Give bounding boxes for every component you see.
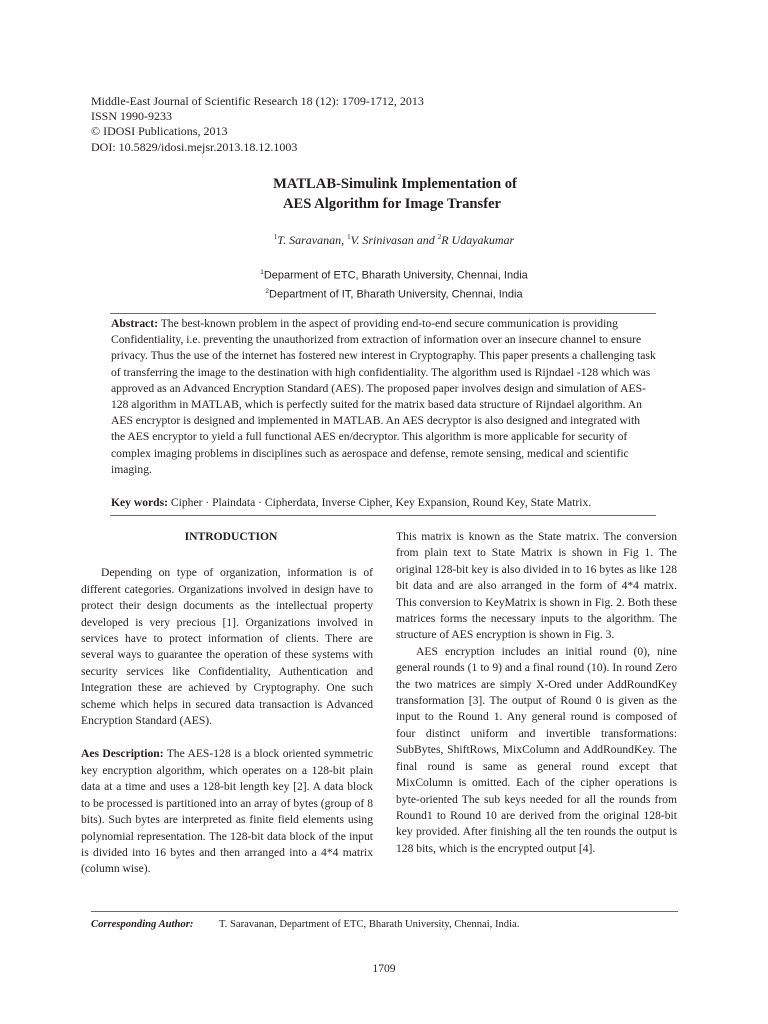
right-column	[396, 529, 677, 857]
author-2-affil-mark: 1	[347, 233, 351, 241]
aes-description-paragraph	[81, 746, 373, 877]
paper-title	[0, 174, 768, 214]
journal-issn: ISSN 1990-9233	[91, 109, 173, 124]
keywords	[111, 495, 671, 511]
abstract-text: The best-known problem in the aspect of providing end-to-end secure communication is providing Confidentiality, i.e. preventing the unauthorized from extraction of information over an insecure channel to ensure privacy. Thus the use of the internet has fostered new interest in Cryptography. This paper presents a challenging task of transferring the image to the destination with high confidentiality. The algorithm used is Rijndael -128 which was approved as an Advanced Encryption Standard (AES). The proposed paper involves design and simulation of AES-128 algorithm in MATLAB, which is perfectly suited for the matrix based data structure of Rijndael algorithm. An AES encryptor is designed and implemented in MATLAB. An AES decryptor is also designed and integrated with the AES encryptor to yield a full functional AES en/decryptor. This algorithm is more applicable for security of complex imaging problems in disciplines such as aerospace and defense, remote sensing, medical and scientific imaging.	[111, 317, 656, 476]
title-line-1: MATLAB-Simulink Implementation of	[273, 176, 517, 192]
journal-copyright: © IDOSI Publications, 2013	[91, 124, 228, 139]
affiliations	[0, 265, 768, 304]
affiliation-1-text: Deparment of ETC, Bharath University, Chennai, India	[263, 269, 528, 282]
section-heading-introduction: INTRODUCTION	[184, 530, 278, 543]
affiliation-2-text: Department of IT, Bharath University, Chennai, India	[269, 288, 523, 301]
author-list	[0, 229, 768, 248]
footnote-rule	[91, 911, 678, 912]
journal-info	[91, 94, 424, 155]
state-matrix-paragraph: This matrix is known as the State matrix. The conversion from plain text to State Matrix is shown in Fig 1. The original 128-bit key is also divided in to 16 bytes as like 128 bit data and are also arranged in the form of 4*4 matrix. This conversion to KeyMatrix is shown in Fig. 2. Both these matrices forms the necessary inputs to the algorithm. The structure of AES encryption is shown in Fig. 3.	[396, 530, 677, 642]
abstract-top-rule	[110, 313, 656, 314]
abstract-label: Abstract:	[111, 317, 159, 330]
intro-paragraph: Depending on type of organization, information is of different categories. Organizations involved in design have to protect their design documents as the intellectual property developed is very precious [1]. Organizations involved in services have to protect information of clients. There are several ways to guarantee the operation of these systems with security services like Confidentiality, Authentication and Integration these are achieved by Cryptography. One such scheme which helps in secured data transaction is Advanced Encryption Standard (AES).	[81, 566, 373, 728]
aes-rounds-paragraph: AES encryption includes an initial round (0), nine general rounds (1 to 9) and a final round (10). In round Zero the two matrices are simply X-Ored under AddRoundKey transformation [3]. The output of Round 0 is given as the input to the Round 1. Any general round is composed of four distinct uniform and invertible transformations: SubBytes, ShiftRows, MixColumn and AddRoundKey. The final round is same as general round except that MixColumn is omitted. Each of the cipher operations is byte-oriented The sub keys needed for all the rounds from Round1 to Round 10 are derived from the original 128-bit key provided. After finishing all the ten rounds the output is 128 bits, which is the encrypted output [4].	[396, 644, 677, 855]
left-column	[81, 529, 373, 878]
affiliation-1-mark: 1	[260, 269, 264, 276]
keywords-label: Key words:	[111, 496, 168, 509]
author-1-affil-mark: 1	[273, 233, 278, 241]
author-1: T. Saravanan,	[277, 233, 348, 247]
aes-description-lead: Aes Description:	[81, 747, 164, 761]
journal-citation: Middle-East Journal of Scientific Research 18 (12): 1709-1712, 2013	[91, 94, 424, 108]
abstract	[111, 316, 657, 478]
author-2: V. Srinivasan and	[350, 233, 438, 247]
affiliation-1	[20, 265, 768, 284]
title-line-2: AES Algorithm for Image Transfer	[282, 196, 502, 212]
author-3-affil-mark: 2	[437, 233, 442, 241]
corresponding-author-label: Corresponding Author:	[91, 919, 194, 930]
corresponding-author-text: T. Saravanan, Department of ETC, Bharath University, Chennai, India.	[219, 919, 520, 930]
affiliation-2-mark: 2	[265, 288, 270, 296]
aes-description-text: The AES-128 is a block oriented symmetric key encryption algorithm, which operates on a 128-bit plain data at a time and uses a 128-bit length key [2]. A data block to be processed is partitioned into an array of bytes (group of 8 bits). Such bytes are interpreted as finite field elements using polynomial representation. The 128-bit data block of the input is divided into 16 bytes and then arranged into a 4*4 matrix (column wise).	[81, 747, 373, 876]
corresponding-author	[91, 918, 519, 932]
keywords-text: Cipher · Plaindata · Cipherdata, Inverse Cipher, Key Expansion, Round Key, State Matrix.	[168, 496, 592, 509]
affiliation-2	[20, 284, 768, 303]
keywords-bottom-rule	[110, 515, 656, 516]
page-number: 1709	[372, 962, 396, 975]
journal-doi: DOI: 10.5829/idosi.mejsr.2013.18.12.1003	[91, 139, 298, 154]
author-3: R Udayakumar	[441, 233, 515, 247]
